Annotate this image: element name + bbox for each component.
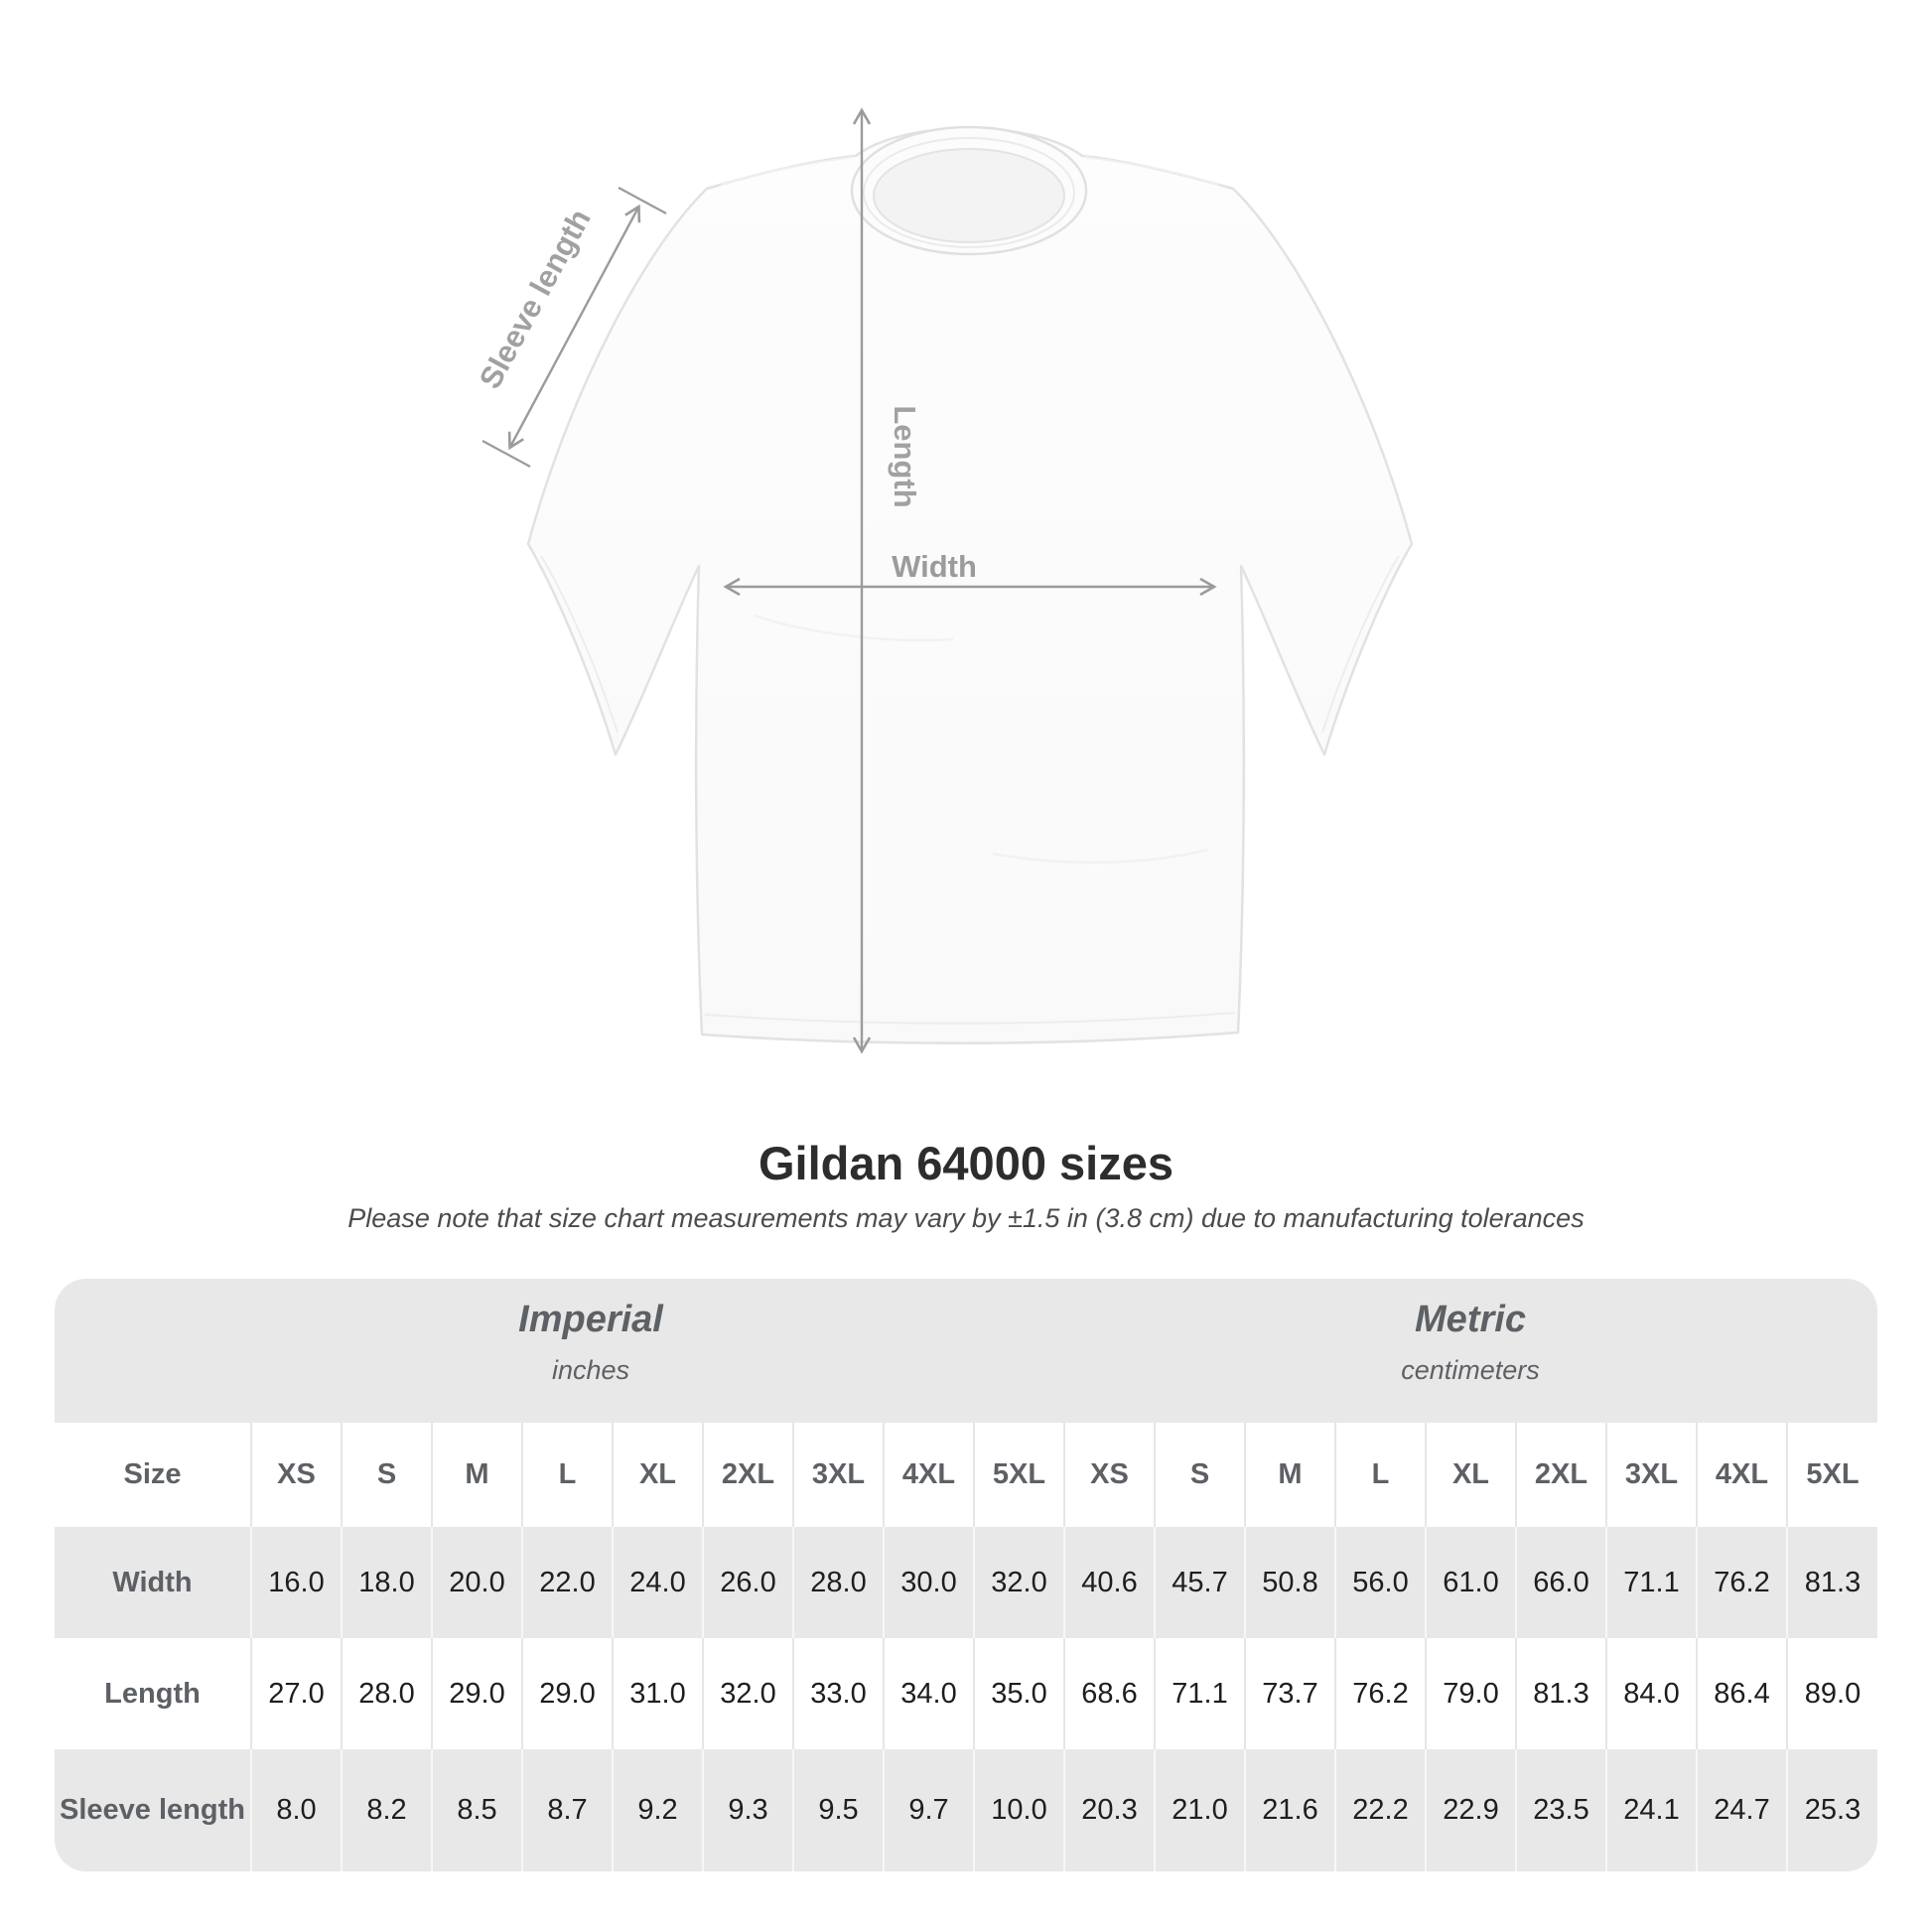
measurement-value: 25.3: [1787, 1749, 1877, 1871]
measurement-value: 28.0: [342, 1638, 432, 1749]
sleeve-length-end-tick-top: [619, 188, 666, 213]
measurement-value: 81.3: [1787, 1527, 1877, 1638]
measurement-value: 32.0: [703, 1638, 793, 1749]
measurement-value: 8.0: [251, 1749, 342, 1871]
length-row: [55, 1638, 1877, 1749]
width-label: Width: [892, 549, 977, 584]
measurement-value: 33.0: [793, 1638, 884, 1749]
measurement-value: 21.6: [1245, 1749, 1335, 1871]
row-label: Length: [104, 1677, 201, 1710]
measurement-value: 32.0: [974, 1527, 1064, 1638]
measurement-value: 79.0: [1426, 1638, 1516, 1749]
measurement-value: 68.6: [1064, 1638, 1155, 1749]
measurement-value: 31.0: [613, 1638, 703, 1749]
measurement-value: 30.0: [884, 1527, 974, 1638]
tshirt-illustration: [528, 127, 1412, 1043]
size-col-header: 3XL: [1606, 1423, 1697, 1527]
measurement-value: 22.2: [1335, 1749, 1426, 1871]
collar-opening: [874, 149, 1064, 242]
measurement-value: 20.0: [432, 1527, 522, 1638]
measurement-value: 71.1: [1155, 1638, 1245, 1749]
size-col-header: XS: [251, 1423, 342, 1527]
imperial-unit: inches: [551, 1355, 630, 1385]
size-header-row: [55, 1423, 1877, 1527]
size-col-header: 4XL: [884, 1423, 974, 1527]
unit-band: [55, 1279, 1877, 1423]
size-table: [55, 1279, 1877, 1871]
size-header-cell: Size: [123, 1458, 182, 1490]
measurement-value: 76.2: [1335, 1638, 1426, 1749]
sleeve-length-end-tick-bottom: [483, 441, 530, 467]
measurement-value: 81.3: [1516, 1638, 1606, 1749]
measurement-value: 45.7: [1155, 1527, 1245, 1638]
measurement-value: 66.0: [1516, 1527, 1606, 1638]
metric-unit: centimeters: [1401, 1355, 1540, 1385]
measurement-value: 56.0: [1335, 1527, 1426, 1638]
measurement-value: 23.5: [1516, 1749, 1606, 1871]
measurement-value: 24.7: [1697, 1749, 1787, 1871]
size-col-header: XL: [1426, 1423, 1516, 1527]
measurement-value: 61.0: [1426, 1527, 1516, 1638]
length-label: Length: [888, 405, 922, 508]
row-label: Width: [112, 1566, 193, 1598]
size-measurements-table: [55, 1423, 1877, 1871]
size-col-header: M: [1245, 1423, 1335, 1527]
size-col-header: 3XL: [793, 1423, 884, 1527]
measurement-value: 10.0: [974, 1749, 1064, 1871]
measurement-value: 9.5: [793, 1749, 884, 1871]
measurement-value: 9.3: [703, 1749, 793, 1871]
measurement-value: 22.0: [522, 1527, 613, 1638]
tolerance-note: Please note that size chart measurements may vary by ±1.5 in (3.8 cm) due to manufacturing tolerances: [347, 1203, 1585, 1233]
measurement-value: 9.2: [613, 1749, 703, 1871]
measurement-value: 8.7: [522, 1749, 613, 1871]
measurement-value: 89.0: [1787, 1638, 1877, 1749]
size-col-header: S: [342, 1423, 432, 1527]
size-col-header: 5XL: [974, 1423, 1064, 1527]
size-col-header: 5XL: [1787, 1423, 1877, 1527]
measurement-value: 20.3: [1064, 1749, 1155, 1871]
measurement-value: 8.2: [342, 1749, 432, 1871]
measurement-value: 24.1: [1606, 1749, 1697, 1871]
imperial-group-header: [518, 1299, 663, 1386]
measurement-value: 9.7: [884, 1749, 974, 1871]
measurement-value: 22.9: [1426, 1749, 1516, 1871]
sleeve-length-label: Sleeve length: [472, 203, 598, 395]
measurement-value: 34.0: [884, 1638, 974, 1749]
measurement-value: 8.5: [432, 1749, 522, 1871]
measurement-value: 50.8: [1245, 1527, 1335, 1638]
row-label: Sleeve length: [60, 1794, 245, 1826]
size-col-header: XL: [613, 1423, 703, 1527]
measurement-value: 16.0: [251, 1527, 342, 1638]
page-title: Gildan 64000 sizes: [758, 1137, 1174, 1189]
measurement-value: 40.6: [1064, 1527, 1155, 1638]
metric-group-header: [1401, 1299, 1540, 1386]
size-col-header: S: [1155, 1423, 1245, 1527]
imperial-title: Imperial: [518, 1299, 663, 1340]
measurement-value: 24.0: [613, 1527, 703, 1638]
measurement-value: 71.1: [1606, 1527, 1697, 1638]
width-row: [55, 1527, 1877, 1638]
size-col-header: 2XL: [1516, 1423, 1606, 1527]
measurement-value: 26.0: [703, 1527, 793, 1638]
size-col-header: 4XL: [1697, 1423, 1787, 1527]
measurement-value: 29.0: [432, 1638, 522, 1749]
measurement-value: 86.4: [1697, 1638, 1787, 1749]
measurement-value: 29.0: [522, 1638, 613, 1749]
metric-title: Metric: [1415, 1299, 1526, 1340]
measurement-value: 21.0: [1155, 1749, 1245, 1871]
size-col-header: L: [522, 1423, 613, 1527]
measurement-value: 27.0: [251, 1638, 342, 1749]
size-col-header: L: [1335, 1423, 1426, 1527]
measurement-value: 35.0: [974, 1638, 1064, 1749]
sleeve-length-row: [55, 1749, 1877, 1871]
size-col-header: XS: [1064, 1423, 1155, 1527]
measurement-value: 84.0: [1606, 1638, 1697, 1749]
measurement-value: 28.0: [793, 1527, 884, 1638]
measurement-value: 73.7: [1245, 1638, 1335, 1749]
size-col-header: M: [432, 1423, 522, 1527]
measurement-value: 76.2: [1697, 1527, 1787, 1638]
measurement-value: 18.0: [342, 1527, 432, 1638]
size-col-header: 2XL: [703, 1423, 793, 1527]
